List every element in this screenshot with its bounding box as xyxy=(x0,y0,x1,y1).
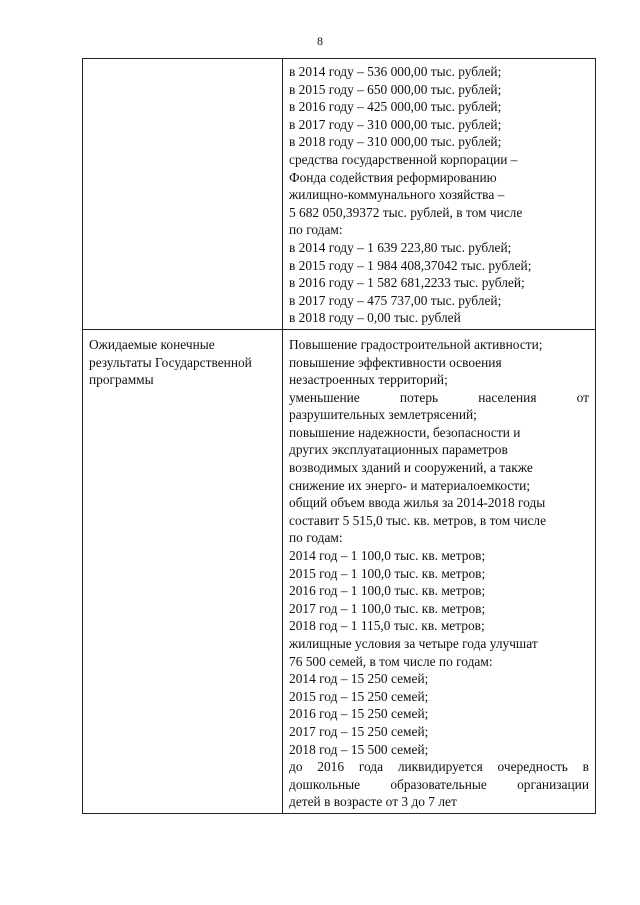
funding-line: жилищно-коммунального хозяйства – xyxy=(289,187,505,203)
result-line: снижение их энерго- и материалоемкости; xyxy=(289,477,531,493)
result-line-justified xyxy=(289,389,589,407)
result-line: общий объем ввода жилья за 2014-2018 годы xyxy=(289,495,546,511)
result-line: по годам: xyxy=(289,530,343,546)
row-label-line: программы xyxy=(89,372,154,388)
result-line: 2014 год – 1 100,0 тыс. кв. метров; xyxy=(289,548,486,564)
page-number: 8 xyxy=(317,34,323,48)
funding-line: в 2017 году – 475 737,00 тыс. рублей; xyxy=(289,292,502,308)
funding-line: в 2018 году – 310 000,00 тыс. рублей; xyxy=(289,134,502,150)
result-line: повышение эффективности освоения xyxy=(289,354,502,370)
table-row xyxy=(83,329,596,813)
result-line-justified: до 2016 года ликвидируется очередность в xyxy=(289,759,589,775)
result-line: 2016 год – 1 100,0 тыс. кв. метров; xyxy=(289,583,486,599)
result-line: жилищные условия за четыре года улучшат xyxy=(289,636,538,651)
result-line: детей в возрасте от 3 до 7 лет xyxy=(289,794,457,810)
funding-line: в 2014 году – 1 639 223,80 тыс. рублей; xyxy=(289,239,512,255)
result-line: разрушительных землетрясений; xyxy=(289,407,477,423)
row-label-cell xyxy=(83,59,283,330)
word: уменьшение xyxy=(289,389,360,405)
result-line: Повышение градостроительной активности; xyxy=(289,336,543,352)
result-line: 2017 год – 15 250 семей; xyxy=(289,723,429,739)
funding-line: в 2016 году – 425 000,00 тыс. рублей; xyxy=(289,99,502,115)
funding-line: в 2018 году – 0,00 тыс. рублей xyxy=(289,310,461,326)
result-line: составит 5 515,0 тыс. кв. метров, в том числе xyxy=(289,512,547,528)
result-line: незастроенных территорий; xyxy=(289,372,448,388)
funding-line: в 2016 году – 1 582 681,2233 тыс. рублей; xyxy=(289,275,525,291)
word: потерь xyxy=(399,389,439,405)
result-line: 2017 год – 1 100,0 тыс. кв. метров; xyxy=(289,600,486,616)
result-line: возводимых зданий и сооружений, а также xyxy=(289,460,533,476)
funding-line: средства государственной корпорации – xyxy=(289,151,518,167)
funding-line: в 2015 году – 1 984 408,37042 тыс. рублей; xyxy=(289,257,532,273)
row-label-line: Ожидаемые конечные xyxy=(89,336,215,352)
row-label-line: результаты Государственной xyxy=(89,354,252,370)
result-line: повышение надежности, безопасности и xyxy=(289,424,521,440)
program-passport-table xyxy=(82,58,596,814)
funding-line: 5 682 050,39372 тыс. рублей, в том числе xyxy=(289,204,523,220)
funding-line: Фонда содействия реформированию xyxy=(289,169,497,185)
result-line: 2014 год – 15 250 семей; xyxy=(289,671,429,687)
result-line: 2015 год – 15 250 семей; xyxy=(289,688,429,704)
funding-line: в 2014 году – 536 000,00 тыс. рублей; xyxy=(289,64,502,79)
result-line: других эксплуатационных параметров xyxy=(289,442,508,458)
result-line: 2015 год – 1 100,0 тыс. кв. метров; xyxy=(289,565,486,581)
result-line-justified: дошкольные образовательные организации xyxy=(289,776,589,792)
result-line: 2018 год – 1 115,0 тыс. кв. метров; xyxy=(289,618,485,634)
row-label-cell xyxy=(83,329,283,813)
funding-line: в 2015 году – 650 000,00 тыс. рублей; xyxy=(289,81,502,97)
table-row xyxy=(83,59,596,330)
word: населения xyxy=(478,389,537,405)
funding-cell xyxy=(283,59,596,330)
result-line: 2016 год – 15 250 семей; xyxy=(289,706,429,722)
word: от xyxy=(576,389,589,405)
result-line: 76 500 семей, в том числе по годам: xyxy=(289,653,493,669)
funding-line: в 2017 году – 310 000,00 тыс. рублей; xyxy=(289,116,502,132)
result-line: 2018 год – 15 500 семей; xyxy=(289,741,429,757)
funding-line: по годам: xyxy=(289,222,343,238)
results-cell xyxy=(283,329,596,813)
